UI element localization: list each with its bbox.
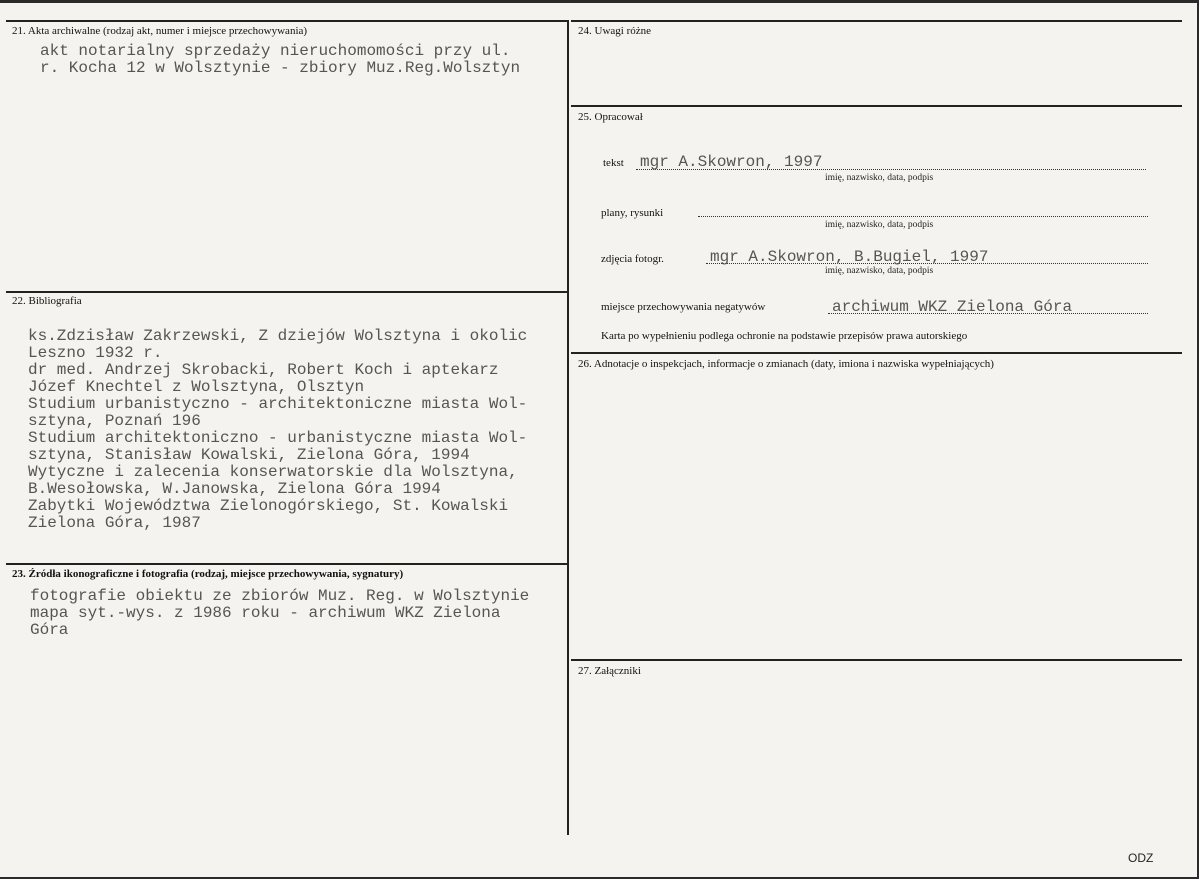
section-21-label: 21. Akta archiwalne (rodzaj akt, numer i miejsce przechowywania) [12, 25, 308, 37]
center-divider [567, 20, 569, 835]
corner-mark: ODZ [1128, 851, 1154, 865]
iconography-line-3: Góra [30, 621, 69, 639]
bibliography-line-1: ks.Zdzisław Zakrzewski, Z dziejów Wolsztyna i okolic [28, 327, 528, 345]
bibliography-line-7: Studium architektoniczno - urbanistyczne miasta Wol- [28, 429, 528, 447]
bibliography-line-10: B.Wesołowska, W.Janowska, Zielona Góra 1994 [28, 480, 441, 498]
bibliography-line-6: sztyna, Poznań 196 [28, 412, 201, 430]
plany-dotted-line [698, 216, 1148, 217]
bibliography-line-11: Zabytki Województwa Zielonogórskiego, St. Kowalski [28, 497, 509, 515]
section-24-label: 24. Uwagi różne [578, 25, 652, 37]
plany-caption: imię, nazwisko, data, podpis [825, 220, 934, 230]
section-26-label: 26. Adnotacje o inspekcjach, informacje o zmianach (daty, imiona i nazwiska wypełniających) [578, 358, 994, 370]
divider-25-26 [571, 352, 1182, 354]
divider-26-27 [571, 659, 1182, 661]
iconography-line-2: mapa syt.-wys. z 1986 roku - archiwum WKZ Zielona [30, 604, 501, 622]
top-border-left [6, 20, 567, 22]
bibliography-line-9: Wytyczne i zalecenia konserwatorskie dla Wolsztyna, [28, 463, 518, 481]
karta-note: Karta po wypełnieniu podlega ochronie na podstawie przepisów prawa autorskiego [601, 330, 968, 342]
bibliography-line-4: Józef Knechtel z Wolsztyna, Olsztyn [28, 378, 365, 396]
record-card [0, 3, 1197, 877]
plany-label: plany, rysunki [601, 207, 664, 219]
bibliography-line-8: sztyna, Stanisław Kowalski, Zielona Góra, 1994 [28, 446, 470, 464]
section-22-label: 22. Bibliografia [12, 295, 82, 307]
section-21-line-2: r. Kocha 12 w Wolsztynie - zbiory Muz.Reg.Wolsztyn [40, 59, 521, 77]
bibliography-line-5: Studium urbanistyczno - architektoniczne miasta Wol- [28, 395, 528, 413]
tekst-label: tekst [603, 157, 624, 169]
zdjecia-value: mgr A.Skowron, B.Bugiel, 1997 [710, 248, 989, 266]
tekst-caption: imię, nazwisko, data, podpis [825, 173, 934, 183]
miejsce-label: miejsce przechowywania negatywów [601, 301, 766, 313]
divider-24-25 [571, 105, 1182, 107]
bibliography-line-3: dr med. Andrzej Skrobacki, Robert Koch i aptekarz [28, 361, 499, 379]
section-23-label: 23. Źródła ikonograficzne i fotografia (rodzaj, miejsce przechowywania, sygnatury) [12, 568, 404, 580]
divider-22-23 [6, 563, 567, 565]
miejsce-value: archiwum WKZ Zielona Góra [832, 298, 1073, 316]
bibliography-line-12: Zielona Góra, 1987 [28, 514, 201, 532]
section-25-label: 25. Opracował [578, 111, 643, 123]
iconography-line-1: fotografie obiektu ze zbiorów Muz. Reg. w Wolsztynie [30, 587, 530, 605]
zdjecia-label: zdjęcia fotogr. [601, 253, 664, 265]
bibliography-line-2: Leszno 1932 r. [28, 344, 163, 362]
tekst-value: mgr A.Skowron, 1997 [640, 153, 823, 171]
divider-21-22 [6, 291, 567, 293]
section-27-label: 27. Załączniki [578, 665, 641, 677]
zdjecia-caption: imię, nazwisko, data, podpis [825, 266, 934, 276]
top-border-right [571, 20, 1182, 22]
section-21-line-1: akt notarialny sprzedaży nieruchomomości przy ul. [40, 42, 511, 60]
